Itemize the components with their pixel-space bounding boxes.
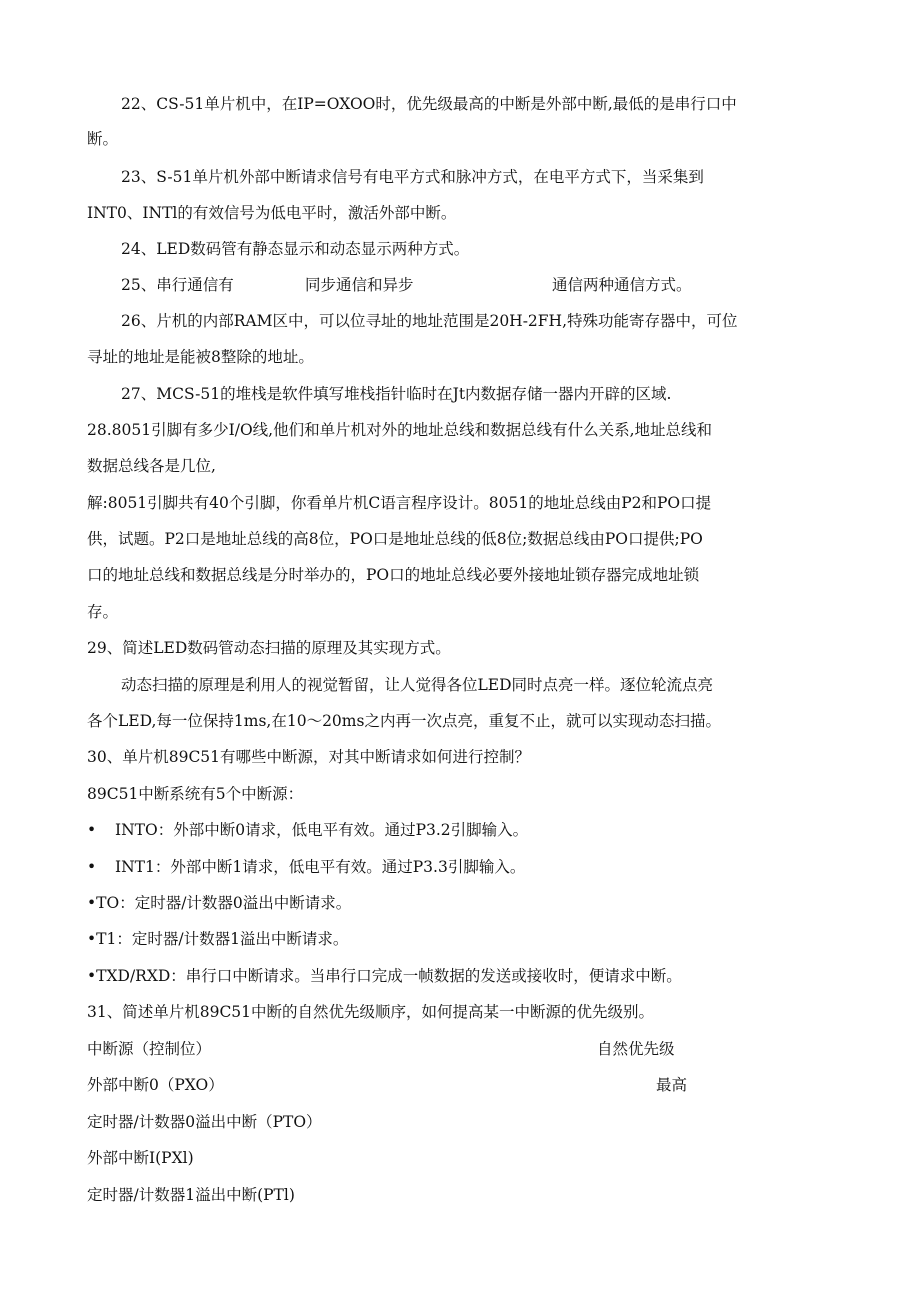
q31-row-priority: 最高 — [656, 1076, 688, 1094]
q30-bullet-1 — [87, 819, 528, 841]
q28-answer-line-4: 存。 — [87, 603, 119, 621]
q28-question-line-1: 28.8051引脚有多少I/O线,他们和单片机对外的地址总线和数据总线有什么关系,地址总线和 — [87, 421, 713, 439]
q31-row-source: 定时器/计数器0溢出中断（PTO） — [87, 1113, 322, 1131]
q31-row-source: 定时器/计数器1溢出中断(PTl) — [87, 1186, 295, 1204]
q23-line-2: INT0、INTl的有效信号为低电平时，激活外部中断。 — [87, 204, 457, 222]
q31-header-left: 中断源（控制位） — [87, 1040, 212, 1058]
q22-line-1: 22、CS-51单片机中，在IP=OXOO时，优先级最高的中断是外部中断,最低的是串行口中 — [121, 95, 737, 113]
q25-part-b: 同步通信和异步 — [305, 276, 414, 294]
q30-bullet-1-text: INTO：外部中断0请求，低电平有效。通过P3.2引脚输入。 — [115, 821, 529, 839]
q30-bullet-4: •T1：定时器/计数器1溢出中断请求。 — [87, 930, 349, 948]
q28-question-line-2: 数据总线各是几位, — [87, 457, 216, 475]
bullet-icon: • — [87, 821, 97, 839]
q30-bullet-2 — [87, 856, 525, 878]
q28-answer-line-3: 口的地址总线和数据总线是分时举办的，PO口的地址总线必要外接地址锁存器完成地址锁 — [87, 566, 700, 584]
q30-bullet-3: •TO：定时器/计数器0溢出中断请求。 — [87, 894, 352, 912]
q31-row-source: 外部中断0（PXO） — [87, 1076, 224, 1094]
q30-bullet-2-text: INT1：外部中断1请求，低电平有效。通过P3.3引脚输入。 — [115, 858, 526, 876]
q31-question: 31、简述单片机89C51中断的自然优先级顺序，如何提高某一中断源的优先级别。 — [87, 1003, 655, 1021]
q25-part-a: 25、串行通信有 — [121, 276, 234, 294]
q27-line: 27、MCS-51的堆栈是软件填写堆栈指针临时在Jt内数据存储一器内开辟的区域. — [121, 385, 672, 403]
q24-line: 24、LED数码管有静态显示和动态显示两种方式。 — [121, 240, 470, 258]
bullet-icon: • — [87, 858, 97, 876]
q28-answer-line-1: 解:8051引脚共有40个引脚，你看单片机C语言程序设计。8051的地址总线由P2和PO口提 — [87, 494, 712, 512]
q30-intro: 89C51中断系统有5个中断源： — [87, 785, 304, 803]
q29-question: 29、简述LED数码管动态扫描的原理及其实现方式。 — [87, 639, 451, 657]
q25-part-c: 通信两种通信方式。 — [552, 276, 692, 294]
q29-answer-line-1: 动态扫描的原理是利用人的视觉暂留，让人觉得各位LED同时点亮一样。逐位轮流点亮 — [121, 676, 714, 694]
q30-bullet-5: •TXD/RXD：串行口中断请求。当串行口完成一帧数据的发送或接收时，便请求中断。 — [87, 967, 682, 985]
q23-line-1: 23、S-51单片机外部中断请求信号有电平方式和脉冲方式，在电平方式下，当采集到 — [121, 168, 704, 186]
q29-answer-line-2: 各个LED,每一位保持1ms,在10～20ms之内再一次点亮，重复不止，就可以实现动态扫描。 — [87, 712, 721, 730]
q22-line-2: 断。 — [87, 130, 119, 148]
q30-question: 30、单片机89C51有哪些中断源，对其中断请求如何进行控制？ — [87, 748, 531, 766]
q31-row-source: 外部中断I(PXl) — [87, 1149, 194, 1167]
q26-line-2: 寻址的地址是能被8整除的地址。 — [87, 348, 314, 366]
q31-header-right: 自然优先级 — [597, 1040, 675, 1058]
q26-line-1: 26、片机的内部RAM区中，可以位寻址的地址范围是20H-2FH,特殊功能寄存器中，可位 — [121, 312, 738, 330]
q28-answer-line-2: 供，试题。P2口是地址总线的高8位，PO口是地址总线的低8位;数据总线由PO口提供;PO — [87, 530, 703, 548]
